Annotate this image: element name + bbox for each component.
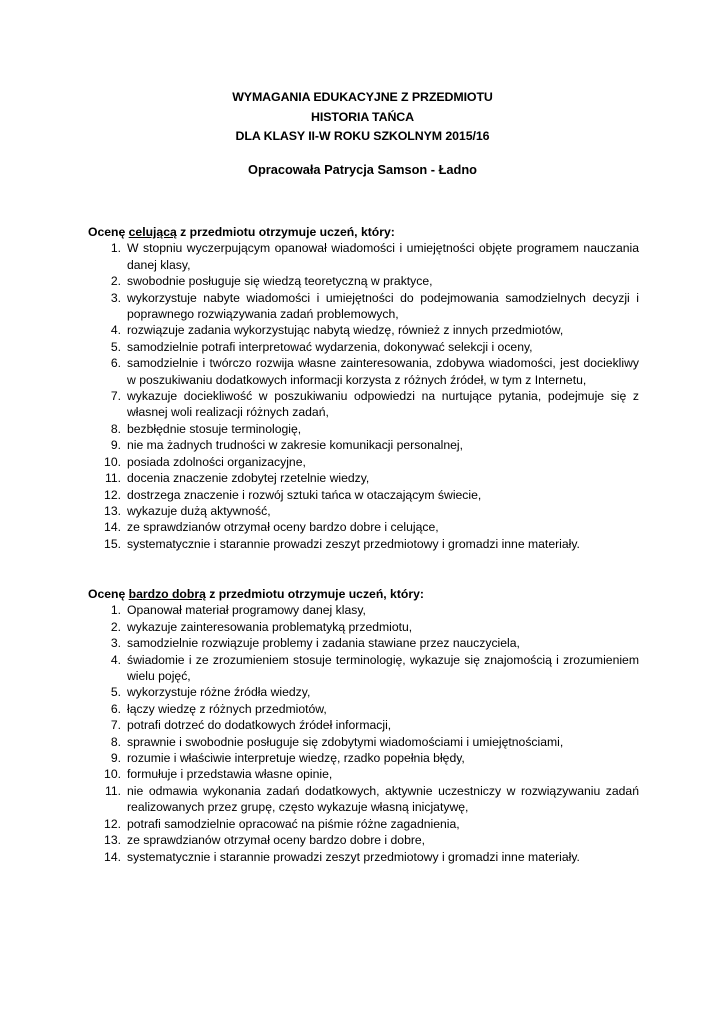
item-number: 3. bbox=[110, 636, 121, 651]
title-line-3: DLA KLASY II-W ROKU SZKOLNYM 2015/16 bbox=[235, 129, 490, 143]
item-number: 10. bbox=[104, 767, 121, 782]
list-item bbox=[88, 437, 639, 453]
item-number: 8. bbox=[110, 734, 121, 749]
list-item bbox=[88, 454, 639, 470]
item-text: W stopniu wyczerpującym opanował wiadomości i umiejętności objęte programem nauczania danej klasy, bbox=[127, 241, 639, 272]
item-number: 12. bbox=[104, 816, 121, 831]
item-text: samodzielnie i twórczo rozwija własne zainteresowania, zdobywa wiadomości, jest dociekliwy w poszukiwaniu dodatkowych informacji korzysta z różnych źródeł, w tym z Internetu, bbox=[127, 356, 639, 387]
item-number: 6. bbox=[110, 356, 121, 371]
grade-name: celującą bbox=[128, 225, 177, 239]
item-text: świadomie i ze zrozumieniem stosuje terminologię, wykazuje się znajomością i zrozumieniem wielu pojęć, bbox=[127, 652, 639, 684]
list-item bbox=[88, 487, 639, 503]
list-item bbox=[88, 734, 639, 750]
section-celujaca bbox=[88, 224, 639, 552]
item-number: 14. bbox=[104, 849, 121, 864]
item-number: 7. bbox=[110, 389, 121, 404]
list-item bbox=[88, 750, 639, 766]
item-text: wykazuje dociekliwość w poszukiwaniu odpowiedzi na nurtujące pytania, podejmuje się z własnej woli realizacji różnych zadań, bbox=[127, 389, 639, 420]
list-item bbox=[88, 832, 639, 848]
item-number: 8. bbox=[110, 421, 121, 436]
item-number: 3. bbox=[110, 290, 121, 305]
item-text: Opanował materiał programowy danej klasy, bbox=[127, 603, 366, 618]
title-line-1: WYMAGANIA EDUKACYJNE Z PRZEDMIOTU bbox=[232, 90, 493, 104]
item-number: 5. bbox=[110, 685, 121, 700]
list-item bbox=[88, 849, 639, 865]
item-text: docenia znaczenie zdobytej rzetelnie wiedzy, bbox=[127, 471, 370, 486]
section-heading: Ocenę celującą z przedmiotu otrzymuje uczeń, który: bbox=[88, 225, 395, 239]
item-text: swobodnie posługuje się wiedzą teoretyczną w praktyce, bbox=[127, 274, 433, 289]
item-number: 4. bbox=[110, 652, 121, 667]
item-number: 9. bbox=[110, 438, 121, 453]
item-number: 5. bbox=[110, 339, 121, 354]
item-text: potrafi dotrzeć do dodatkowych źródeł informacji, bbox=[127, 718, 392, 733]
list-item bbox=[88, 388, 639, 421]
document-title bbox=[0, 88, 725, 147]
item-text: rozumie i właściwie interpretuje wiedzę, rzadko popełnia błędy, bbox=[127, 751, 465, 766]
list-item bbox=[88, 273, 639, 289]
list-item bbox=[88, 717, 639, 733]
item-number: 2. bbox=[110, 619, 121, 634]
item-text: ze sprawdzianów otrzymał oceny bardzo dobre i celujące, bbox=[127, 520, 439, 535]
item-number: 14. bbox=[104, 520, 121, 535]
item-text: dostrzega znaczenie i rozwój sztuki tańca w otaczającym świecie, bbox=[127, 487, 482, 502]
item-text: bezbłędnie stosuje terminologię, bbox=[127, 421, 302, 436]
item-text: samodzielnie rozwiązuje problemy i zadania stawiane przez nauczyciela, bbox=[127, 636, 520, 651]
item-text: nie odmawia wykonania zadań dodatkowych, aktywnie uczestniczy w rozwiązywaniu zadań realizowanych przez grupę, często wykazuje własną inicjatywę, bbox=[127, 783, 639, 815]
list-item bbox=[88, 602, 639, 618]
item-number: 4. bbox=[110, 323, 121, 338]
list-item bbox=[88, 684, 639, 700]
item-text: potrafi samodzielnie opracować na piśmie różne zagadnienia, bbox=[127, 816, 460, 831]
list-item bbox=[88, 519, 639, 535]
item-text: wykazuje zainteresowania problematyką przedmiotu, bbox=[127, 619, 413, 634]
item-text: wykorzystuje różne źródła wiedzy, bbox=[127, 685, 311, 700]
item-number: 7. bbox=[110, 718, 121, 733]
list-item bbox=[88, 470, 639, 486]
section-heading: Ocenę bardzo dobrą z przedmiotu otrzymuje uczeń, który: bbox=[88, 587, 424, 601]
item-number: 11. bbox=[104, 783, 121, 798]
item-number: 9. bbox=[110, 751, 121, 766]
item-text: wykazuje dużą aktywność, bbox=[127, 503, 271, 518]
requirements-list bbox=[88, 240, 639, 552]
item-text: systematycznie i starannie prowadzi zeszyt przedmiotowy i gromadzi inne materiały. bbox=[127, 536, 580, 551]
list-item bbox=[88, 816, 639, 832]
item-text: rozwiązuje zadania wykorzystując nabytą wiedzę, również z innych przedmiotów, bbox=[127, 323, 564, 338]
list-item bbox=[88, 701, 639, 717]
item-number: 1. bbox=[110, 603, 121, 618]
list-item bbox=[88, 503, 639, 519]
item-text: formułuje i przedstawia własne opinie, bbox=[127, 767, 333, 782]
list-item bbox=[88, 421, 639, 437]
list-item bbox=[88, 652, 639, 685]
list-item bbox=[88, 240, 639, 273]
item-text: sprawnie i swobodnie posługuje się zdobytymi wiadomościami i umiejętnościami, bbox=[127, 734, 564, 749]
grade-name: bardzo dobrą bbox=[128, 587, 206, 601]
list-item bbox=[88, 536, 639, 552]
item-number: 2. bbox=[110, 274, 121, 289]
list-item bbox=[88, 322, 639, 338]
item-text: wykorzystuje nabyte wiadomości i umiejętności do podejmowania samodzielnych decyzji i poprawnego rozwiązywania zadań problemowych, bbox=[127, 290, 639, 322]
item-text: łączy wiedzę z różnych przedmiotów, bbox=[127, 701, 327, 716]
list-item bbox=[88, 290, 639, 323]
title-line-2: HISTORIA TAŃCA bbox=[311, 109, 414, 124]
list-item bbox=[88, 766, 639, 782]
item-text: samodzielnie potrafi interpretować wydarzenia, dokonywać selekcji i oceny, bbox=[127, 339, 533, 354]
list-item bbox=[88, 339, 639, 355]
item-number: 10. bbox=[104, 454, 121, 469]
item-number: 15. bbox=[104, 536, 121, 551]
item-number: 6. bbox=[110, 701, 121, 716]
item-number: 13. bbox=[104, 503, 121, 518]
item-number: 11. bbox=[104, 471, 121, 486]
requirements-list bbox=[88, 602, 639, 865]
list-item bbox=[88, 635, 639, 651]
item-number: 1. bbox=[110, 241, 121, 256]
item-number: 12. bbox=[104, 487, 121, 502]
item-text: posiada zdolności organizacyjne, bbox=[127, 454, 306, 469]
item-text: systematycznie i starannie prowadzi zeszyt przedmiotowy i gromadzi inne materiały. bbox=[127, 849, 580, 864]
list-item bbox=[88, 783, 639, 816]
item-number: 13. bbox=[104, 833, 121, 848]
list-item bbox=[88, 355, 639, 388]
item-text: nie ma żadnych trudności w zakresie komunikacji personalnej, bbox=[127, 438, 463, 453]
item-text: ze sprawdzianów otrzymał oceny bardzo dobre i dobre, bbox=[127, 833, 426, 848]
author-line: Opracowała Patrycja Samson - Ładno bbox=[248, 162, 477, 177]
list-item bbox=[88, 619, 639, 635]
section-bardzo-dobra bbox=[88, 586, 639, 865]
